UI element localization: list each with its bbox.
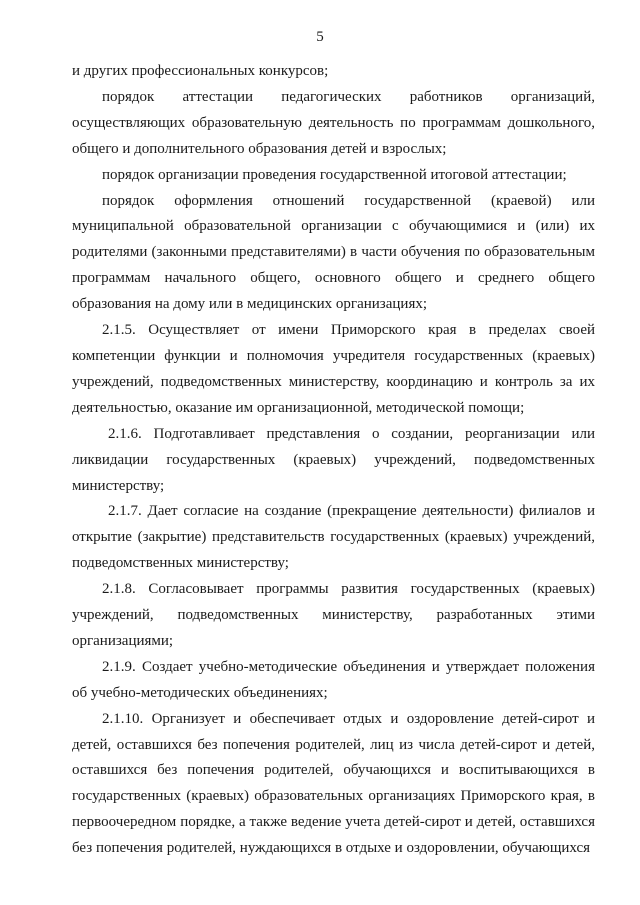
paragraph-2-1-10: 2.1.10. Организует и обеспечивает отдых и оздоровление детей-сирот и детей, оставшихся без попечения родителей, лиц из числа детей-сирот и детей, оставшихся без попечения родителей, обучающихся и воспитывающихся в государственных (краевых) образовательных организациях Приморского края, в первоочередном порядке, а также ведение учета детей-сирот и детей, оставшихся без попечения родителей, нуждающихся в отдыхе и оздоровлении, обучающихся bbox=[72, 710, 595, 857]
page-number: 5 bbox=[316, 29, 324, 45]
paragraph-continuation: и других профессиональных конкурсов; bbox=[72, 63, 329, 79]
document-body bbox=[72, 59, 595, 862]
paragraph-2-1-6: 2.1.6. Подготавливает представления о создании, реорганизации или ликвидации государственных (краевых) учреждений, подведомственных министерству; bbox=[72, 425, 595, 494]
paragraph-2-1-7: 2.1.7. Дает согласие на создание (прекращение деятельности) филиалов и открытие (закрытие) представительств государственных (краевых) учреждений, подведомственных министерству; bbox=[72, 503, 595, 572]
paragraph-final-attestation-order: порядок организации проведения государственной итоговой аттестации; bbox=[102, 166, 567, 183]
paragraph-attestation-order: порядок аттестации педагогических работников организаций, осуществляющих образовательную деятельность по программам дошкольного, общего и дополнительного образования детей и взрослых; bbox=[72, 88, 595, 157]
paragraph-2-1-5: 2.1.5. Осуществляет от имени Приморского края в пределах своей компетенции функции и полномочия учредителя государственных (краевых) учреждений, подведомственных министерству, координацию и контроль за их деятельностью, оказание им организационной, методической помощи; bbox=[72, 322, 595, 416]
paragraph-home-education-order: порядок оформления отношений государственной (краевой) или муниципальной образовательной организации с обучающимися и (или) их родителями (законными представителями) в части обучения по образовательным программам начального общего, основного общего и среднего общего образования на дому или в медицинских организациях; bbox=[72, 192, 595, 313]
paragraph-2-1-9: 2.1.9. Создает учебно-методические объединения и утверждает положения об учебно-методических объединениях; bbox=[72, 658, 595, 701]
paragraph-2-1-8: 2.1.8. Согласовывает программы развития государственных (краевых) учреждений, подведомственных министерству, разработанных этими организациями; bbox=[72, 581, 595, 649]
